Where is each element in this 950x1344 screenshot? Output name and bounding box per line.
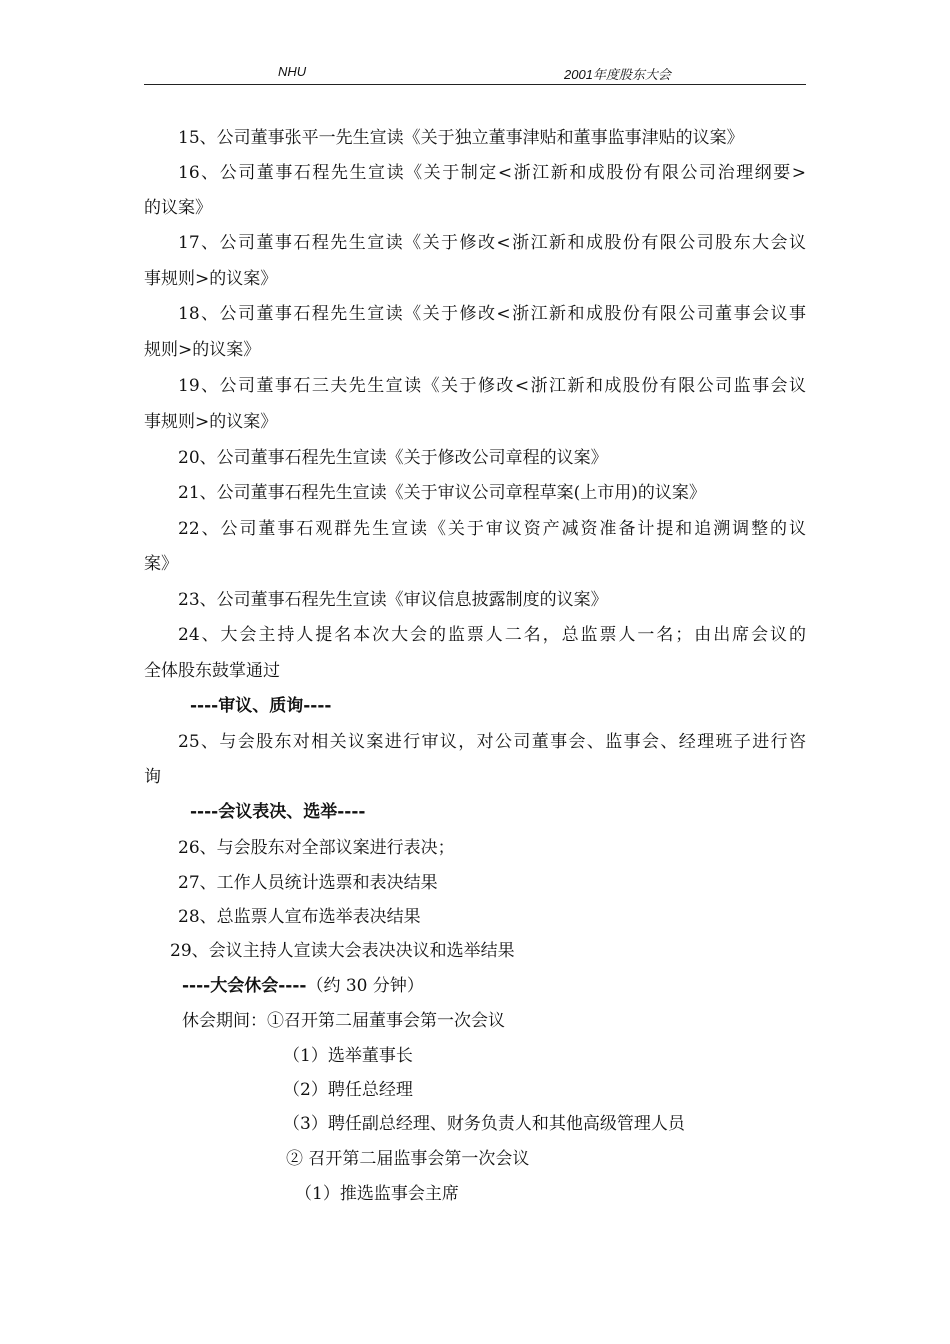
recess-sub-item: （2）聘任总经理 xyxy=(283,1080,413,1100)
agenda-item-19-cont: 事规则>的议案》 xyxy=(144,412,278,432)
recess-sub-item: （3）聘任副总经理、财务负责人和其他高级管理人员 xyxy=(283,1114,685,1134)
agenda-item-21: 21、公司董事石程先生宣读《关于审议公司章程草案(上市用)的议案》 xyxy=(178,483,706,503)
agenda-item-17: 17、公司董事石程先生宣读《关于修改<浙江新和成股份有限公司股东大会议 xyxy=(178,233,806,253)
agenda-item-17-cont: 事规则>的议案》 xyxy=(144,269,278,289)
recess-activity-2: ② 召开第二届监事会第一次会议 xyxy=(286,1149,530,1169)
agenda-item-29: 29、会议主持人宣读大会表决决议和选举结果 xyxy=(170,941,515,961)
agenda-item-18-cont: 规则>的议案》 xyxy=(144,340,261,360)
agenda-item-22: 22、公司董事石观群先生宣读《关于审议资产减资准备计提和追溯调整的议 xyxy=(178,519,806,539)
agenda-item-20: 20、公司董事石程先生宣读《关于修改公司章程的议案》 xyxy=(178,448,608,468)
recess-sub-item: （1）推选监事会主席 xyxy=(295,1184,459,1204)
agenda-item-26: 26、与会股东对全部议案进行表决； xyxy=(178,838,455,858)
section-review-inquiry: ----审议、质询---- xyxy=(190,696,332,716)
agenda-item-25: 25、与会股东对相关议案进行审议，对公司董事会、监事会、经理班子进行咨 xyxy=(178,732,806,752)
agenda-item-16-cont: 的议案》 xyxy=(144,198,212,218)
agenda-item-16: 16、公司董事石程先生宣读《关于制定<浙江新和成股份有限公司治理纲要> xyxy=(178,163,806,183)
agenda-item-19: 19、公司董事石三夫先生宣读《关于修改<浙江新和成股份有限公司监事会议 xyxy=(178,376,806,396)
agenda-item-23: 23、公司董事石程先生宣读《审议信息披露制度的议案》 xyxy=(178,590,608,610)
agenda-item-24: 24、大会主持人提名本次大会的监票人二名，总监票人一名；由出席会议的 xyxy=(178,625,806,645)
section-recess-title: ----大会休会---- xyxy=(182,976,307,996)
header-meeting-title: 2001年度股东大会 xyxy=(564,67,671,82)
recess-sub-item: （1）选举董事长 xyxy=(283,1046,413,1066)
section-vote-election: ----会议表决、选举---- xyxy=(190,802,366,822)
section-recess xyxy=(182,975,424,997)
header-company: NHU xyxy=(278,64,307,79)
agenda-item-22-cont: 案》 xyxy=(144,554,178,574)
agenda-item-18: 18、公司董事石程先生宣读《关于修改<浙江新和成股份有限公司董事会议事 xyxy=(178,304,806,324)
agenda-item-24-cont: 全体股东鼓掌通过 xyxy=(144,661,280,681)
agenda-item-27: 27、工作人员统计选票和表决结果 xyxy=(178,873,438,893)
agenda-item-15: 15、公司董事张平一先生宣读《关于独立董事津贴和董事监事津贴的议案》 xyxy=(178,128,744,148)
page-header xyxy=(144,64,806,85)
recess-activity-1: 休会期间：①召开第二届董事会第一次会议 xyxy=(182,1011,505,1031)
agenda-item-25-cont: 询 xyxy=(144,767,161,787)
section-recess-duration: （约 30 分钟） xyxy=(306,976,424,996)
agenda-item-28: 28、总监票人宣布选举表决结果 xyxy=(178,907,421,927)
